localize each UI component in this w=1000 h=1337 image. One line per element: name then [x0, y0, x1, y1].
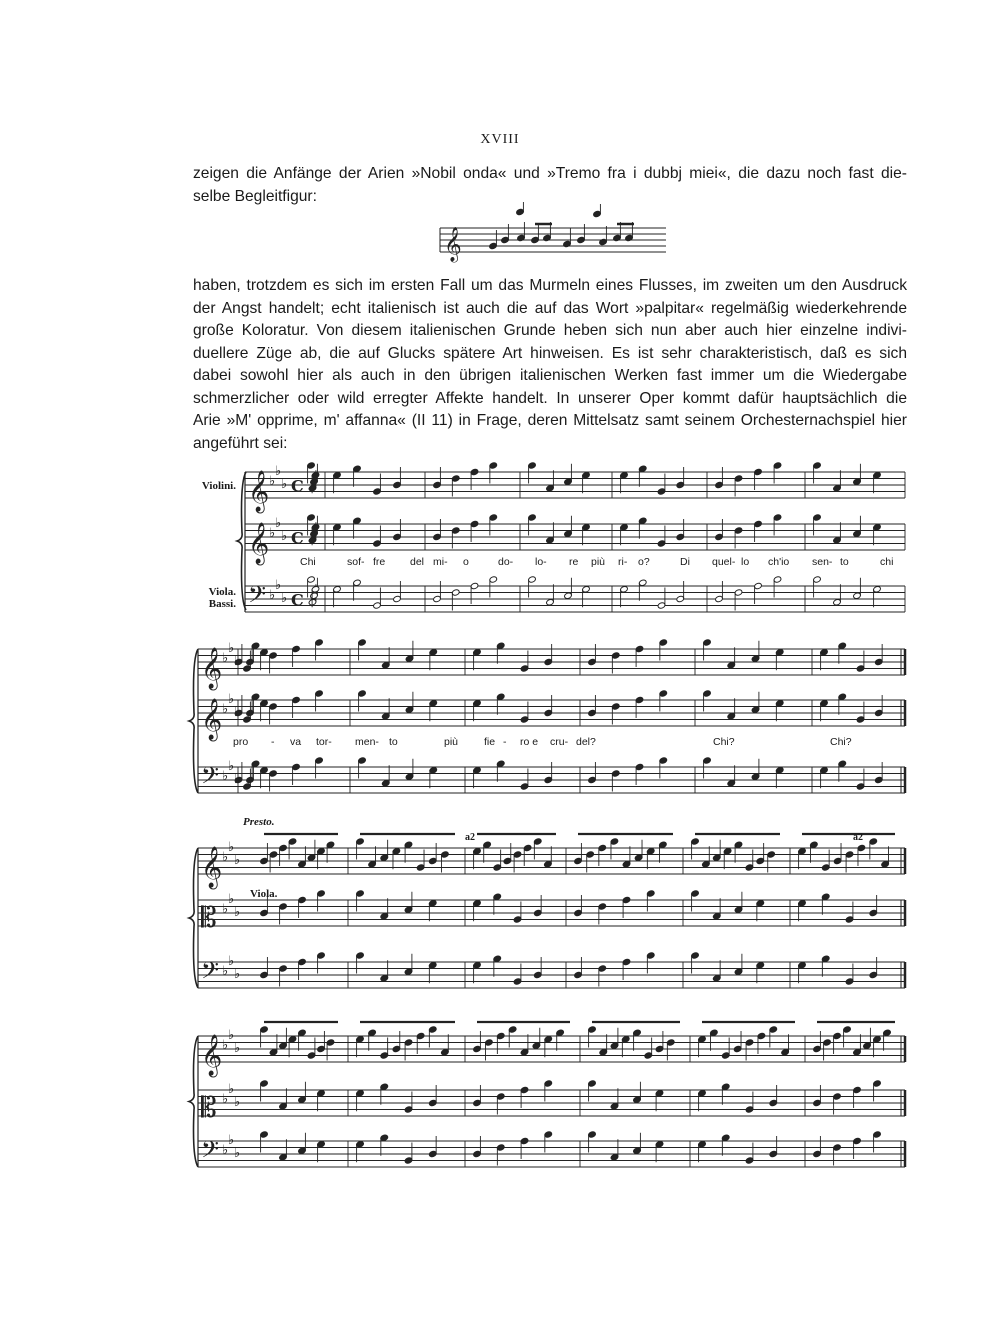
lyric: più: [444, 736, 459, 748]
flat-sign: ♭: [228, 840, 235, 855]
flat-sign: ♭: [228, 892, 235, 907]
flat-sign: ♭: [234, 853, 241, 868]
lyric: ro e: [520, 736, 539, 748]
treble-clef: 𝄞: [248, 471, 270, 512]
lyric: -: [503, 736, 507, 748]
lyric: fie: [484, 736, 496, 748]
lyric: o?: [638, 556, 650, 568]
lyric: tor-: [316, 736, 332, 748]
text-line: duellere Züge ab, die auf Glucks spätere Art hinweisen. Es ist sehr charakteristisch, daß es sich: [193, 344, 907, 362]
alto-clef: 𝄡: [201, 901, 217, 934]
flat-sign: ♭: [222, 650, 229, 666]
lyric: re: [569, 556, 579, 568]
flat-sign: ♭: [234, 905, 241, 920]
text-line: der Angst handelt; echt italienisch ist auch die auf das Wort »palpitar« regelmäßig wiederkehrende: [193, 299, 907, 317]
lyric: do-: [498, 556, 514, 568]
flat-sign: ♭: [228, 954, 235, 969]
brace: [189, 649, 198, 793]
lyric: sen-: [812, 556, 833, 568]
text-line: Arie »M' opprime, m' affanna« (II 11) in Frage, deren Mittelsatz samt seinem Orchesternachspiel hier: [193, 412, 907, 429]
bass-clef: 𝄢: [201, 956, 220, 990]
flat-sign: ♭: [269, 525, 276, 541]
lyric: mi-: [433, 556, 448, 568]
brace: [189, 1036, 198, 1167]
a2-mark: a2: [465, 832, 475, 843]
text-line: selbe Begleitfigur:: [193, 187, 317, 205]
treble-clef: 𝄞: [444, 227, 462, 262]
flat-sign: ♭: [222, 701, 229, 717]
flat-sign: ♭: [222, 963, 229, 979]
lyric: men-: [355, 736, 379, 748]
lyric: lo-: [535, 556, 547, 568]
flat-sign: ♭: [222, 1037, 229, 1053]
flat-sign: ♭: [281, 477, 288, 492]
text-line: haben, trotzdem es sich im ersten Fall um das Murmeln eines Flusses, im zweiten um den Ausdruck: [193, 277, 907, 294]
text-line: angeführt sei:: [193, 434, 288, 452]
a2-mark: a2: [853, 832, 863, 843]
treble-clef: 𝄞: [201, 1035, 223, 1076]
text-line: dabei sowohl hier als auch in den übrigen italienischen Werken fast immer um die Wiedergabe: [193, 367, 907, 384]
flat-sign: ♭: [269, 473, 276, 489]
flat-sign: ♭: [228, 692, 235, 707]
treble-clef: 𝄞: [248, 523, 270, 564]
lyric: pro: [233, 736, 249, 748]
flat-sign: ♭: [222, 768, 229, 784]
text-line: schmerzlicher oder wild erregter Affekte handelt. In unserer Oper kommt dafür hauptsächlich die: [193, 389, 907, 407]
flat-sign: ♭: [234, 1041, 241, 1056]
lyric: del: [410, 556, 425, 568]
lyric: to: [840, 556, 849, 568]
lyric: quel-: [712, 556, 736, 568]
lyric: ch'io: [768, 556, 790, 568]
tempo-marking: Presto.: [243, 816, 275, 828]
lyric: va: [290, 736, 302, 748]
lyric: sof-: [347, 556, 365, 568]
flat-sign: ♭: [281, 591, 288, 606]
bass-clef: 𝄢: [201, 761, 220, 795]
lyric: cru-: [550, 736, 569, 748]
lyric: del?: [576, 736, 596, 748]
flat-sign: ♭: [234, 1095, 241, 1110]
flat-sign: ♭: [269, 587, 276, 603]
flat-sign: ♭: [234, 1146, 241, 1161]
lyric: -: [271, 736, 275, 748]
flat-sign: ♭: [228, 1133, 235, 1148]
flat-sign: ♭: [275, 516, 282, 531]
treble-clef: 𝄞: [201, 847, 223, 888]
flat-sign: ♭: [222, 849, 229, 865]
lyric: o: [463, 556, 469, 568]
label-violini: Violini.: [201, 480, 236, 492]
lyric: to: [389, 736, 398, 748]
time-signature: C: [291, 528, 304, 548]
page-number: XVIII: [480, 132, 520, 147]
treble-clef: 𝄞: [201, 699, 223, 740]
flat-sign: ♭: [275, 578, 282, 593]
flat-sign: ♭: [275, 464, 282, 479]
alto-clef: 𝄡: [201, 1091, 217, 1124]
lyric: ri-: [618, 556, 628, 568]
text-line: große Koloratur. Von diesem italienischen Grunde heben sich nun aber auch hier einzelne indivi-: [193, 322, 907, 339]
lyric: lo: [741, 556, 750, 568]
flat-sign: ♭: [222, 1091, 229, 1107]
flat-sign: ♭: [228, 641, 235, 656]
lyric: più: [591, 556, 606, 568]
brace: [189, 848, 198, 988]
label-bassi: Bassi.: [208, 598, 236, 610]
flat-sign: ♭: [228, 1028, 235, 1043]
time-signature: C: [291, 590, 304, 610]
lyric: Chi?: [830, 736, 852, 748]
flat-sign: ♭: [228, 1082, 235, 1097]
lyric: Chi?: [713, 736, 735, 748]
label-viola: Viola.: [208, 586, 236, 598]
flat-sign: ♭: [234, 967, 241, 982]
treble-clef: 𝄞: [201, 648, 223, 689]
lyric: Di: [680, 556, 690, 568]
bass-clef: 𝄢: [201, 1135, 220, 1169]
flat-sign: ♭: [228, 759, 235, 774]
time-signature: C: [291, 476, 304, 496]
text-line: zeigen die Anfänge der Arien »Nobil onda« und »Tremo fra i dubbj miei«, die dazu noch fast die-: [193, 165, 907, 182]
label-viola-inline: Viola.: [250, 888, 278, 900]
flat-sign: ♭: [222, 901, 229, 917]
bass-clef: 𝄢: [248, 580, 267, 614]
lyric: fre: [373, 556, 386, 568]
lyric: Chi: [300, 556, 316, 568]
lyric: chi: [880, 556, 894, 568]
flat-sign: ♭: [222, 1142, 229, 1158]
flat-sign: ♭: [281, 529, 288, 544]
